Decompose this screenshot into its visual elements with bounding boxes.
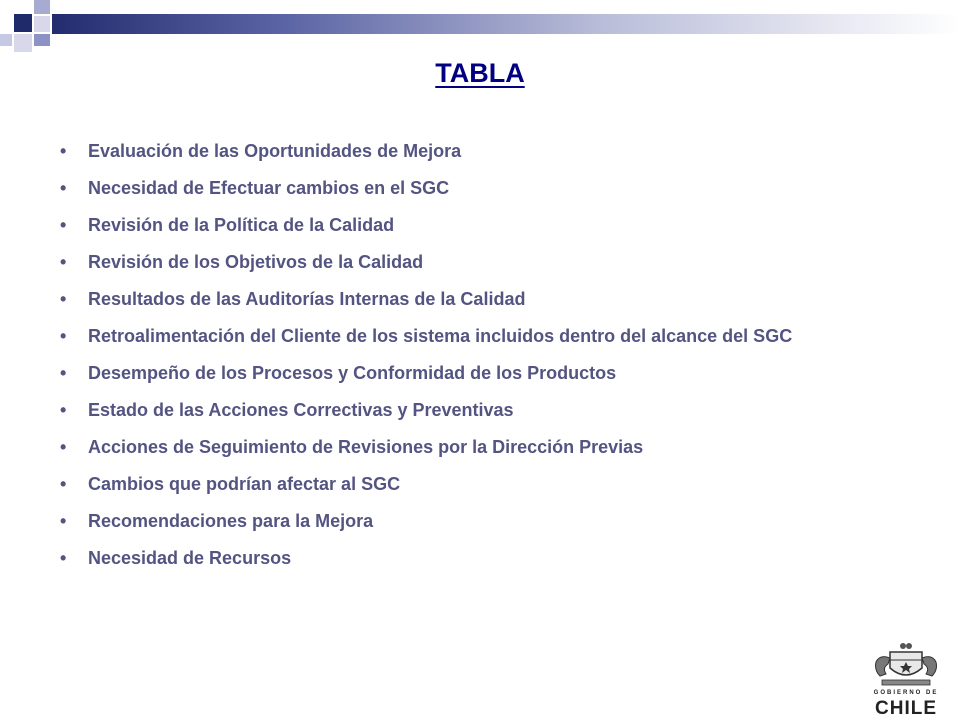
list-item: • Revisión de la Política de la Calidad bbox=[60, 214, 910, 236]
logo-subtitle: GOBIERNO DE bbox=[873, 690, 939, 696]
coat-of-arms-icon bbox=[860, 638, 952, 688]
list-item: • Retroalimentación del Cliente de los sistema incluidos dentro del alcance del SGC bbox=[60, 325, 910, 347]
list-item: • Recomendaciones para la Mejora bbox=[60, 510, 910, 532]
government-logo bbox=[860, 638, 952, 718]
list-item: • Necesidad de Recursos bbox=[60, 547, 910, 569]
list-item: • Necesidad de Efectuar cambios en el SGC bbox=[60, 177, 910, 199]
list-item: • Revisión de los Objetivos de la Calidad bbox=[60, 251, 910, 273]
list-item: • Desempeño de los Procesos y Conformidad de los Productos bbox=[60, 362, 910, 384]
list-item: • Acciones de Seguimiento de Revisiones por la Dirección Previas bbox=[60, 436, 910, 458]
logo-title: CHILE bbox=[875, 698, 937, 719]
list-item: • Evaluación de las Oportunidades de Mejora bbox=[60, 140, 910, 162]
list-item: • Resultados de las Auditorías Internas de la Calidad bbox=[60, 288, 910, 310]
list-item: • Cambios que podrían afectar al SGC bbox=[60, 473, 910, 495]
bullet-list bbox=[60, 140, 910, 584]
list-item: • Estado de las Acciones Correctivas y Preventivas bbox=[60, 399, 910, 421]
slide-title: TABLA bbox=[435, 58, 525, 88]
header-gradient-bar bbox=[52, 14, 960, 34]
